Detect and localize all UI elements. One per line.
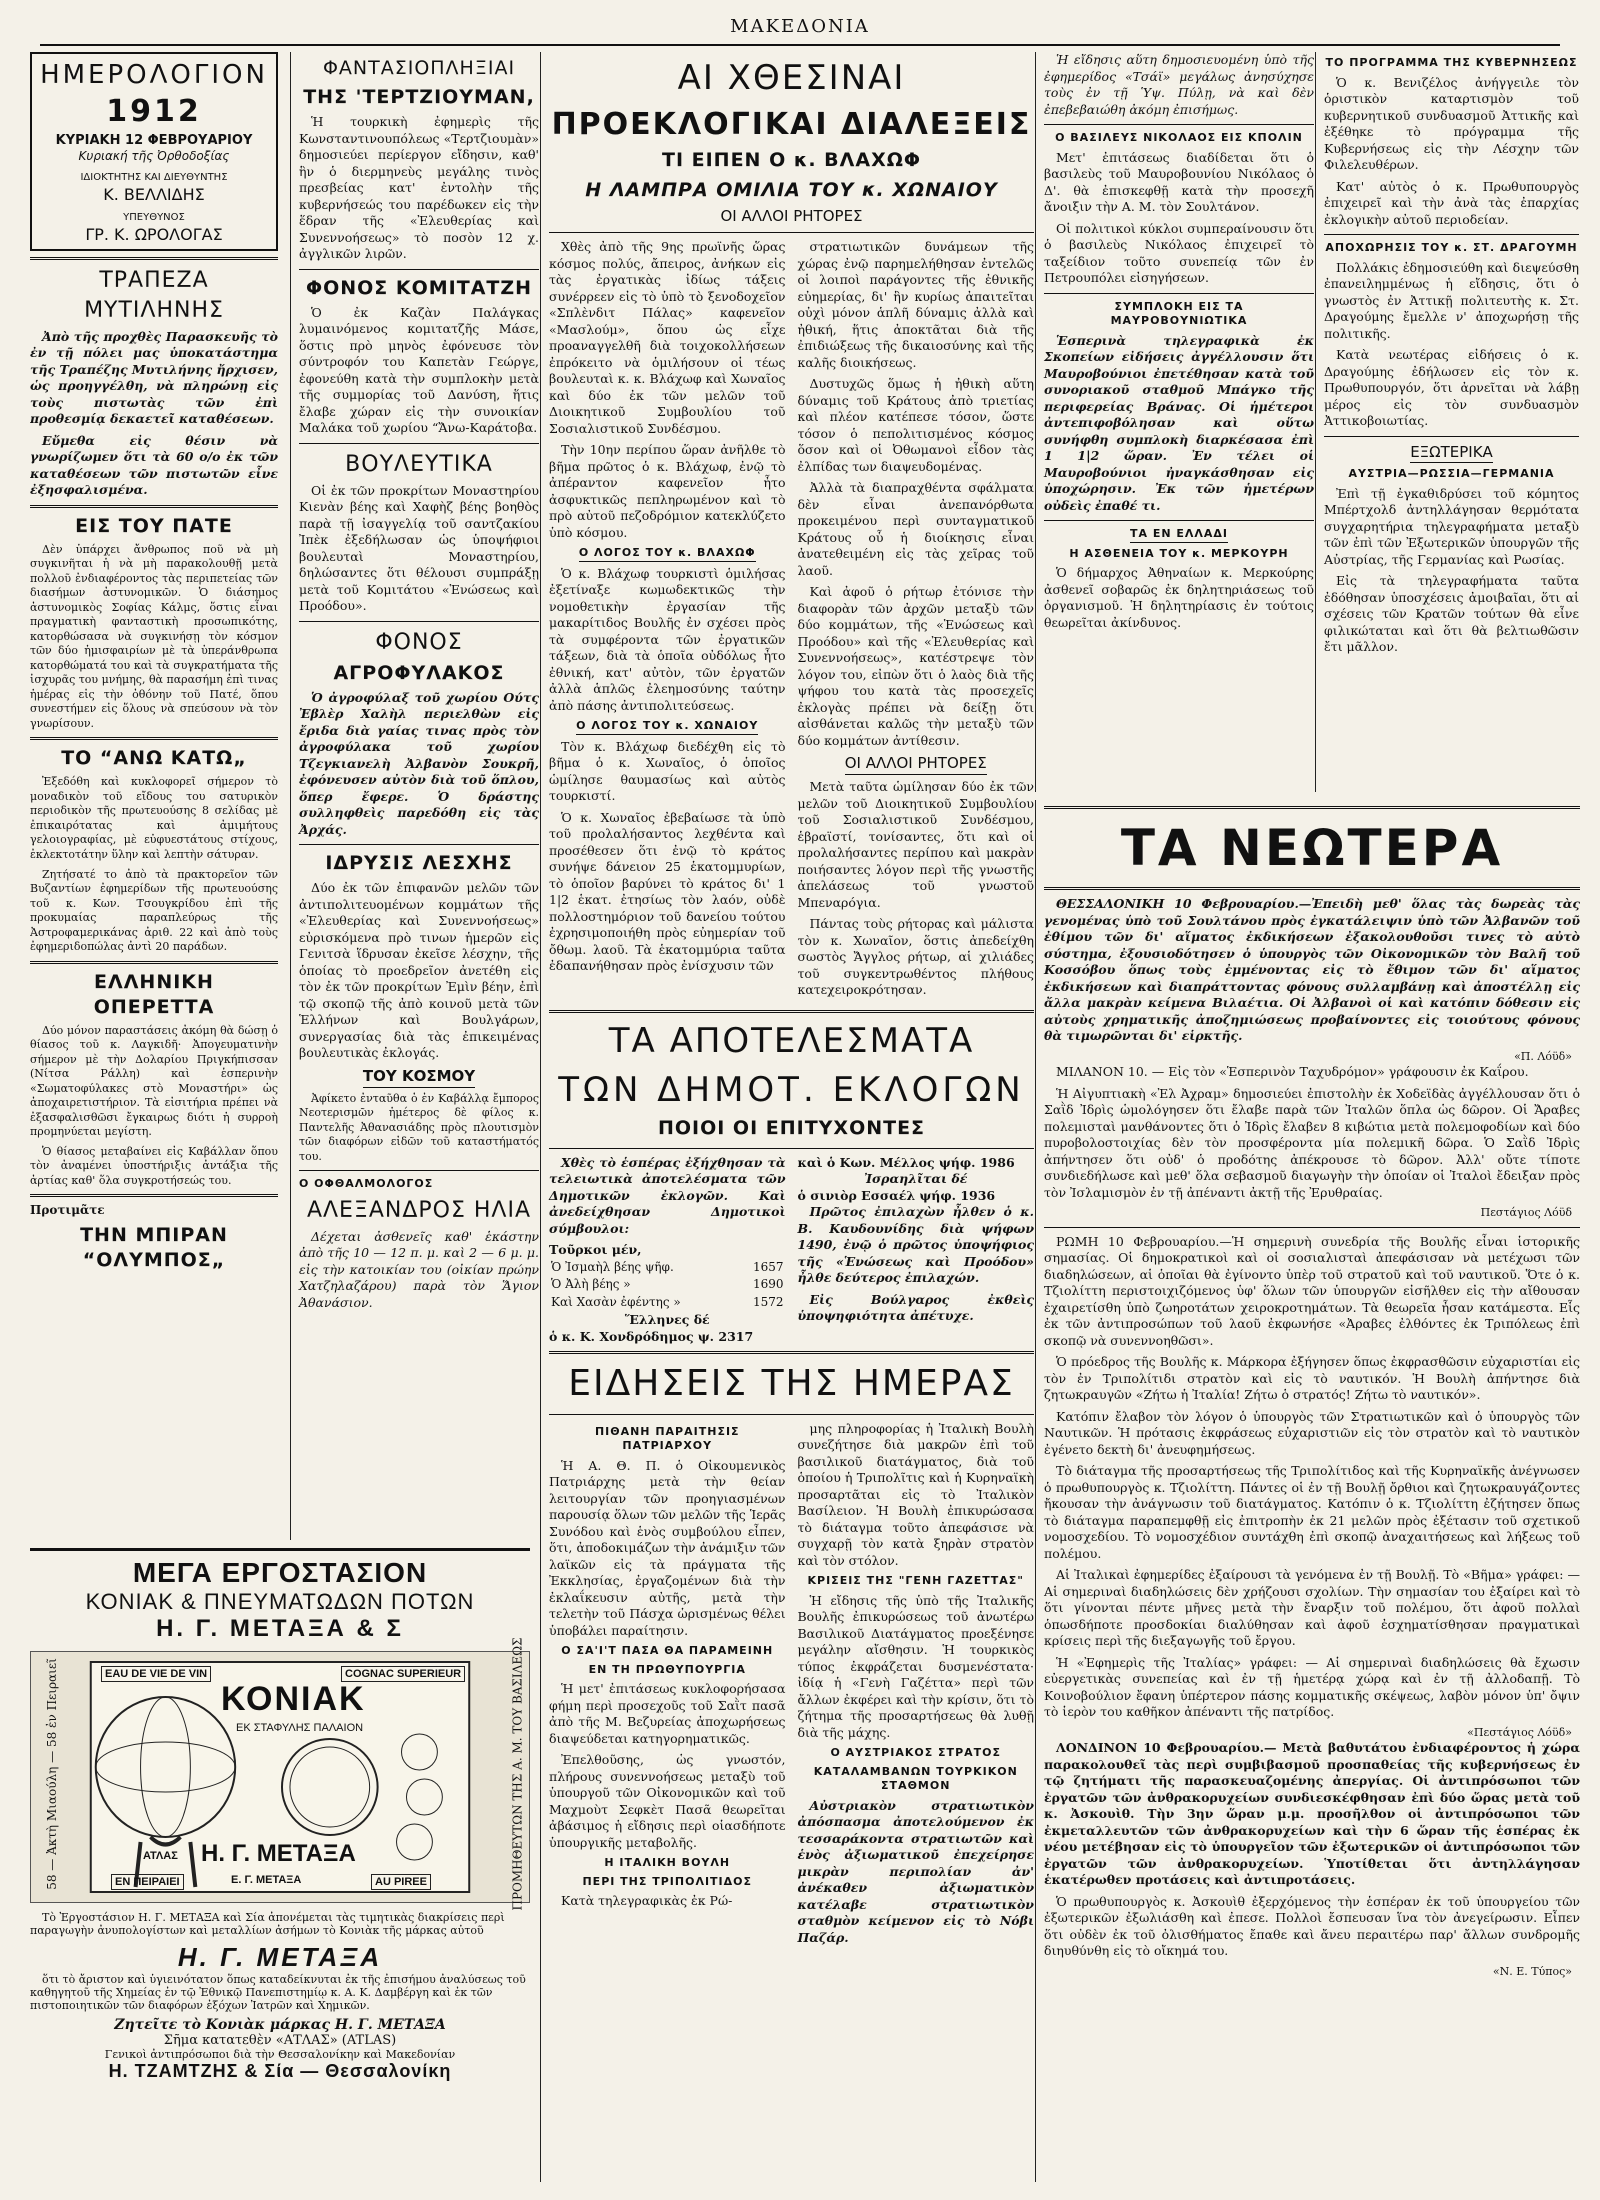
eye-doctor-name: ΑΛΕΞΑΝΔΡΟΣ ΗΛΙΑ bbox=[306, 1197, 532, 1223]
speeches-heading-4: Η ΛΑΜΠΡΑ ΟΜΙΛΙΑ ΤΟΥ κ. ΧΩΝΑΙΟΥ bbox=[585, 178, 998, 201]
masthead bbox=[40, 8, 1560, 46]
news-heading-3: Η ΙΤΑΛΙΚΗ ΒΟΥΛΗ bbox=[604, 1856, 731, 1870]
bank-text-1: Ἀπὸ τῆς προχθὲς Παρασκευῆς τὸ ἐν τῇ πόλει μας ὑποκατάστημα τῆς Τραπέζης Μυτιλήνης ἤρχισεν, ὡς προηγγέλθη, νὰ πληρώνῃ εἰς τοὺς πιστωτὰς τῶν ἐπὶ προθεσμίᾳ δεκαετεῖ καταθέσεων. bbox=[30, 328, 278, 427]
bank-text-2: Εὔμεθα εἰς θέσιν νὰ γνωρίζωμεν ὅτι τὰ 60 ο/ο ἐκ τῶν καταθέσεων τῶν πιστωτῶν εἶνε ἐξησφαλισμένα. bbox=[30, 432, 278, 498]
col5-text-4: Κατὰ νεωτέρας εἰδήσεις ὁ κ. Δραγούμης ἐδήλωσεν εἰς τὸν κ. Πρωθυπουργόν, ὅτι ἀρνεῖται νὰ λάβῃ μέρος εἰς τὸν συνδυασμὸν Ἀττικοβοιωτίας. bbox=[1324, 347, 1579, 429]
speeches-text-7: Δυστυχῶς ὅμως ἡ ἠθικὴ αὕτη δύναμις τοῦ Κράτους ἀπὸ τριετίας καὶ πλέον κατέπεσε τόσον, ὥστε τόσον ὁ πεπολιτισμένος κόσμος ὅσον καὶ οἱ Ὀθωμανοὶ εἶδον τὰς ἐλπίδας των διαψευδομένας. bbox=[797, 376, 1034, 474]
ano-kato-text-2: Ζητήσατέ το ἀπὸ τὰ πρακτορεῖον τῶν Βυζαντίων ἐφημερίδων τῆς πρωτευούσης τοῦ κ. Κων. Τσουγκρίδου ἐπὶ τῆς προκυμαίας παραπλεύρως τῆς Ἀστροφαμερικάνας ἀριθ. 22 καὶ ἀπὸ τοὺς ἐφημεριδοπώλας ἀντὶ 20 παράδων. bbox=[30, 867, 278, 954]
col4-heading-3: ΤΑ ΕΝ ΕΛΛΑΔΙ bbox=[1130, 527, 1228, 543]
speeches-heading-1: ΑΙ ΧΘΕΣΙΝΑΙ bbox=[677, 58, 906, 98]
cognac-superieur-label: COGNAC SUPERIEUR bbox=[341, 1666, 465, 1682]
latest-text-3: Ἡ Αἰγυπτιακὴ «Ἐλ Ἀχραμ» δημοσιεύει ἐπιστολὴν ἐκ Χοδεϊδὰς ἀγγέλλουσαν ὅτι ὁ Σαῒδ Ἰδρὶς ὡμολόγησεν ὅτι ἔλαβε παρὰ τῶν Ἰταλῶν ὅπλα ὡς δῶρον. Οἱ Ἄραβες πολεμισταὶ μανθάνοντες ὅτι ὁ Ἰδρὶς ἔλαβεν 8 κιβώτια μετὰ πολεμοφοδίων καὶ δύο πυροβολοστοιχίας δὲν τὸν προσφέροντα μία πολεμικῆ δῶρα. Ὁ Σαῒδ Ἰδρὶς ἀπήντησεν ὅτι οὐδ' ὁ προδότης ἀπέκρουσε τὸ δῶρον. Ἀλλ' οὔτε τίποτε συνδιεδήλωσε καὶ μεθ' ὅλα σεβασμοῦ διαγωγὴν τὴν ὁποίαν οἱ Ἰταλοὶ ἔδειξαν πρὸς τὸν Ἰσλαμισμὸν ἐν τῇ ἀπέναντι ἀκτῇ τῆς Ἐρυθραίας. bbox=[1044, 1085, 1580, 1200]
ad-title: ΜΕΓΑ ΕΡΓΟΣΤΑΣΙΟΝ bbox=[132, 1557, 428, 1588]
column-4 bbox=[1035, 52, 1314, 792]
results-heading-2: ΤΩΝ ΔΗΜΟΤ. ΕΚΛΟΓΩΝ bbox=[558, 1069, 1025, 1110]
table-row bbox=[549, 1294, 786, 1312]
speeches-text-6: στρατιωτικῶν δυνάμεων τῆς χώρας ἐνῷ παρημελήθησαν ἐντελῶς οἱ λοιποὶ παράγοντες τῆς ἐθνικῆς εὐημερίας, δι' ἣν κυρίως ἀπαιτεῖται οὐχὶ μόνον ἁπλῆ δύναμις ἀλλὰ καὶ ἠθική, ἥτις ἀποκτᾶται διὰ τῆς ἐπιδιώξεως τῆς δικαιοσύνης καὶ τῆς καλῆς διοικήσεως. bbox=[797, 239, 1034, 370]
ad-text-1: Τὸ Ἐργοστάσιον Η. Γ. ΜΕΤΑΞΑ καὶ Σία ἀπονέμεται τὰς τιμητικὰς διακρίσεις περὶ παραγωγὴν ἀνυπολογίστων καὶ μεταλλίων ἀσήμων τὸ Κονιὰκ τῆς μάρκας αὐτοῦ bbox=[30, 1911, 505, 1937]
col5-heading-3b: ΑΥΣΤΡΙΑ—ΡΩΣΣΙΑ—ΓΕΡΜΑΝΙΑ bbox=[1348, 467, 1555, 481]
latest-text-9: Ἡ «Ἐφημερὶς τῆς Ἰταλίας» γράφει: — Αἱ σημεριναὶ διαδηλώσεις θὰ ἔχωσιν εὐεργετικὰς συνεπείας καὶ ἐν τῇ ἡμετέρᾳ χώρᾳ καὶ ἐν τῇ ἀλλοδαπῇ. Τὸ Κοινοβούλιον ἔφανη ὑπέρτερον πάσης κομματικῆς σκέψεως, λαβὸν μόνον ὑπ' ὄψιν τὸ ἱερὸν του καθῆκον ἀπέναντι τῆς πατρίδος. bbox=[1044, 1654, 1580, 1720]
ad-address-vertical: 58 — Ἀκτὴ Μιαούλη — 58 ἐν Πειραιεῖ bbox=[44, 1658, 59, 1890]
ad-ask: Ζητεῖτε τὸ Κονιὰκ μάρκας Η. Γ. ΜΕΤΑΞΑ bbox=[114, 2017, 446, 2033]
results-intro: Χθὲς τὸ ἑσπέρας ἐξήχθησαν τὰ τελειωτικὰ ἀποτελέσματα τῶν Δημοτικῶν ἐκλογῶν. Καὶ ἀνεδείχθησαν Δημοτικοὶ σύμβουλοι: bbox=[549, 1154, 786, 1236]
col5-text-2: Κατ' αὐτὸς ὁ κ. Πρωθυπουργὸς ἐπιχειρεῖ καὶ τὴν ἀνὰ τὰς ἐπαρχίας ἐκλογικὴν αὐτοῦ περιοδείαν. bbox=[1324, 178, 1579, 227]
operetta-text-2: Ὁ θίασος μεταβαίνει εἰς Καβάλλαν ὅπου τὸν ἀναμένει ὑποστήριξις ἀντάξια τῆς ἀρτίας καθ' ὅλα συγκροτήσεώς του. bbox=[30, 1144, 278, 1187]
results-heading-1: ΤΑ ΑΠΟΤΕΛΕΣΜΑΤΑ bbox=[608, 1020, 975, 1061]
olympos-pre: Προτιμᾶτε bbox=[30, 1203, 105, 1218]
latest-text-10: ΛΟΝΔΙΝΟΝ 10 Φεβρουαρίου.— Μετὰ βαθυτάτου ἐνδιαφέροντος ἡ χώρα παρακολουθεῖ τὰς περὶ συμβιβασμοῦ προσπαθείας τῆς κυβερνήσεως ἐν τῷ ζητήματι τῆς παρασκευαζομένης ἀπεργίας. Οἱ ἀντιπρόσωποι τῶν ἐργατῶν τῶν ἀνθρακορυχείων συνδιεσκέφθησαν ἐπὶ δύο ὥρας μετὰ τοῦ κ. Ἀσκουὶθ. Τὴν 3ην ὥραν μ.μ. προσῆλθον οἱ ἀντιπρόσωποι τῶν ἐκμεταλλευτῶν τῶν ἀνθρακορυχείων καὶ τὴν 6 ὥραν τῆς ἑσπέρας ἐκ νέου μετέβησαν εἰς τὸ ὑπουργεῖον τῶν ἐξωτερικῶν οἱ ἀντιπρόσωποι τῶν ἐργατῶν τῶν ἀνθρακορυχείων. Ὑποτίθεται ὅτι ἀντηλλάγησαν ἑκατέρωθεν προτάσεις καὶ ἀντιπροτάσεις. bbox=[1044, 1740, 1580, 1888]
latest-text-1: ΘΕΣΣΑΛΟΝΙΚΗ 10 Φεβρουαρίου.—Ἐπειδὴ μεθ' ὅλας τὰς δωρεὰς τὰς γενομένας ὑπὸ τοῦ Σουλτάνου πρὸς ἐγκατάλειψιν ὑπὸ τῶν Ἀλβανῶν τοῦ ἐθίμου τῶν δι' αἵματος ἐκδικήσεων ἐξακολουθοῦσι τινες τὸ αὐτὸ σύστημα, ἐξουσιοδότησεν ὁ ὑπουργὸς τῶν Οἰκονομικῶν τὸν Βαλῆ τοῦ Κοσσόβου ὅπως τοὺς ἐμμένοντας εἰς τὸ ἔθιμον τῶν δι' αἵματος ἐκδικήσεων καὶ διαπράττοντας φόνους συλλαμβάνῃ καὶ ἀποστέλλῃ εἰς ἄλλα μακρὰν κείμενα Βιλαέτια. Οἱ Ἀλβανοὶ οἱ καὶ κατόπιν δόθεσιν εἰς αὐτοὺς χρηματικῆς ἀποζημιώσεως προβαίνοντες εἰς τοιούτους φόνους θὰ τιμωρῶνται δι' εἱρκτῆς. bbox=[1044, 896, 1580, 1043]
metaxa-bottom-label: Ε. Γ. ΜΕΤΑΞΑ bbox=[231, 1874, 302, 1886]
news-text-1: Ἡ Α. Θ. Π. ὁ Οἰκουμενικὸς Πατριάρχης μετὰ τὴν θείαν λειτουργίαν τῶν προηγιασμένων παρουσίᾳ ὅλων τῶν μελῶν τῆς Ἱερᾶς Συνόδου καὶ ἑνὸς συμβούλου εἶπεν, ὅτι, ἀποδοκιμάζων τὴν ἀνάμιξιν τῶν λαϊκῶν εἰς τὰ πράγματα τῆς Ἐκκλησίας, ἐργαζομένων διὰ τὴν ἐκλαΐκευσιν αὐτῆς, μετὰ τὴν τελετὴν τοῦ Πάσχα ὡρισμένως θέλει ὑποβάλει παραίτησιν. bbox=[549, 1457, 786, 1638]
responsible-label: ΥΠΕΥΘΥΝΟΣ bbox=[123, 212, 185, 224]
col5-heading-2: ΑΠΟΧΩΡΗΣΙΣ ΤΟΥ κ. ΣΤ. ΔΡΑΓΟΥΜΗ bbox=[1325, 241, 1578, 255]
latest-text-6: Κατόπιν ἔλαβον τὸν λόγον ὁ ὑπουργὸς τῶν Στρατιωτικῶν καὶ ὁ ὑπουργὸς τῶν Ναυτικῶν. Ἡ πρότασις ἐκφράσεως εὐχαριστιῶν εἰς τὸν στρατὸν καὶ τὸ ναυτικὸν ἐγένετο δεκτὴ δι' ἀνευφημήσεως. bbox=[1044, 1408, 1580, 1457]
calendar-year: 1912 bbox=[106, 94, 202, 130]
phonos-komitatzi-text: Ὁ ἐκ Καζὰν Παλάγκας λυμαινόμενος κομιτατζῆς Μάσε, ὅστις πρὸ μηνὸς ἐφόνευσε τὸν σύντροφόν του Καπετὰν Γεώργε, ἐφονεύθη κατὰ τὴν συμπλοκὴν μετὰ τῆς συμμορίας τοῦ Δανύση, ἥτις ἔλαβε χώραν εἰς τὴν συνοικίαν Μαλάκα τοῦ χωρίου “Ἄνω-Καράτοβα. bbox=[299, 304, 539, 436]
news-text-6: Ἡ εἴδησις τῆς ὑπὸ τῆς Ἰταλικῆς Βουλῆς ἐπικυρώσεως τοῦ ἀνωτέρω Βασιλικοῦ Διατάγματος προεξένησε μεγάλην αἴσθησιν. Ἡ τουρκικὸς τύπος ἐκφράζεται δυσμενέστατα· ἰδίᾳ ἡ «Γενὴ Γαζέττα» περὶ τῶν ἄλλων ἐκφέρει καὶ τὴν κρίσιν, ὅτι τὸ ζήτημα τῆς προσαρτήσεως θὰ λυθῇ διὰ τῆς μάχης. bbox=[797, 1592, 1034, 1740]
col5-text-5: Ἐπὶ τῇ ἐγκαθιδρύσει τοῦ κόμητος Μπέρτχολδ ἀντηλλάγησαν θερμότατα συγχαρητήρια τηλεγραφήματα μεταξὺ τῶν ἐπὶ τῶν Ἐξωτερικῶν ὑπουργῶν τῆς Αὐστρίας, τῆς Γερμανίας καὶ Ρωσίας. bbox=[1324, 485, 1579, 567]
candidate-name: Ὁ Ἀλὴ βέης » bbox=[551, 1277, 631, 1292]
latest-text-8: Αἱ Ἰταλικαὶ ἐφημερίδες ἐξαίρουσι τὰ γενόμενα ἐν τῇ Βουλῇ. Τὸ «Βῆμα» γράφει: — Αἱ σημεριναὶ διαδηλώσεις δὲν χρήζουσι σχολίων. Τὴν σημασίαν του ἐξαίρει καὶ τὸ ὅτι γίνονται πέντε μῆνες μετὰ τὴν ἔναρξιν τοῦ πολέμου, ὅτι ἀφοῦ πολλαὶ ὁπωσδήποτε προσδοκίαι διαλύθησαν καὶ ἀφοῦ ἐσχηματίσθησαν πραγματικαὶ κρίσεις περὶ τῆς διεξαγωγῆς τοῦ ἔργου. bbox=[1044, 1567, 1580, 1649]
table-row bbox=[549, 1259, 786, 1277]
owner-label: ΙΔΙΟΚΤΗΤΗΣ ΚΑΙ ΔΙΕΥΘΥΝΤΗΣ bbox=[80, 171, 228, 183]
kosmos-text: Ἀφίκετο ἐνταῦθα ὁ ἐν Καβάλλᾳ ἔμπορος Νεοτερισμῶν ἡμέτερος δὲ φίλος κ. Παντελῆς Ἀθανασιάδης πρὸς πλουτισμὸν τῶν διαφόρων εἰδῶν τοῦ καταστήματός του. bbox=[299, 1091, 539, 1163]
news-heading-5b: ΚΑΤΑΛΑΜΒΑΝΩΝ ΤΟΥΡΚΙΚΟΝ ΣΤΑΘΜΟΝ bbox=[813, 1764, 1018, 1793]
news-heading-3b: ΠΕΡΙ ΤΗΣ ΤΡΙΠΟΛΙΤΙΔΟΣ bbox=[582, 1874, 753, 1888]
col4-text-4: Ὁ δήμαρχος Ἀθηναίων κ. Μερκούρης ἀσθενεῖ σοβαρῶς ἐκ δηλητηριάσεως τοῦ ὀργανισμοῦ. Ἡ δηλητηρίασις ἐν τούτοις θεωρεῖται ἀκίνδυνος. bbox=[1044, 565, 1314, 630]
speeches-text-8: Ἀλλὰ τὰ διαπραχθέντα σφάλματα δὲν εἶναι ἀνεπανόρθωτα προκειμένου περὶ συνταγματικοῦ Κράτους οὗ ἡ διοίκησις εἶναι ἀνατεθειμένη εἰς τὰς χεῖρας τοῦ λαοῦ. bbox=[797, 480, 1034, 578]
news-text-4: Κατὰ τηλεγραφικὰς ἐκ Ρώ- bbox=[561, 1893, 733, 1909]
news-heading: ΕΙΔΗΣΕΙΣ ΤΗΣ ΗΜΕΡΑΣ bbox=[568, 1363, 1015, 1405]
ad-company: Η. Γ. ΜΕΤΑΞΑ & Σ bbox=[156, 1615, 404, 1642]
ad-subtitle: ΚΟΝΙΑΚ & ΠΝΕΥΜΑΤΩΔΩΝ ΠΟΤΩΝ bbox=[85, 1589, 475, 1614]
ad-agent-name: Η. ΤΖΑΜΤΖΗΣ & Σία — Θεσσαλονίκη bbox=[108, 2061, 452, 2081]
candidate-votes: 1657 bbox=[752, 1259, 784, 1274]
speeches-heading-3: ΤΙ ΕΙΠΕΝ Ο κ. ΒΛΑΧΩΦ bbox=[661, 149, 922, 172]
phonos-agrofylakos-heading-1: ΦΟΝΟΣ bbox=[375, 629, 463, 655]
ad-company-2: Η. Γ. ΜΕΤΑΞΑ bbox=[177, 1942, 383, 1972]
konyak-brand: ΚΟΝΙΑΚ bbox=[221, 1680, 366, 1718]
speeches-text-10: Μετὰ ταῦτα ὡμίλησαν δύο ἐκ τῶν μελῶν τοῦ Διοικητικοῦ Συμβουλίου τοῦ Σοσιαλιστικοῦ Συνδέσμου, ἑβραϊστί, τονίσαντες, ὅτι καὶ οἱ προλαλήσαντες περίπου καὶ μακρὰν ποιήσαντες λόγον περὶ τῆς γνωστῆς ἀπελάσεως τοῦ γνωστοῦ Μπεναρόγια. bbox=[797, 779, 1034, 910]
results-heading-3: ΠΟΙΟΙ ΟΙ ΕΠΙΤΥΧΟΝΤΕΣ bbox=[657, 1117, 926, 1140]
news-heading-2: Ο ΣΑ'Ι'Τ ΠΑΣΑ ΘΑ ΠΑΡΑΜΕΙΝΗ bbox=[561, 1644, 774, 1658]
col4-heading-2: ΣΥΜΠΛΟΚΗ ΕΙΣ ΤΑ ΜΑΥΡΟΒΟΥΝΙΩΤΙΚΑ bbox=[1110, 299, 1248, 328]
news-heading-4: ΚΡΙΣΕΙΣ ΤΗΣ "ΓΕΝΗ ΓΑΖΕΤΤΑΣ" bbox=[807, 1574, 1024, 1588]
results-right-5: Εἰς Βούλγαρος ἐκθεὶς ὑποψηφιότητα ἀπέτυχε. bbox=[797, 1291, 1034, 1324]
signature-3: «Πεστάγιος Λόϋδ» bbox=[1467, 1725, 1572, 1739]
results-group-greeks: Ἕλληνες δέ bbox=[624, 1312, 710, 1328]
col4-text-1: Μετ' ἐπιτάσεως διαδίδεται ὅτι ὁ βασιλεὺς τοῦ Μαυροβουνίου Νικόλαος ὁ Δ'. θὰ ἐπισκεφθῇ κατὰ τὴν προσεχῆ ἄνοιξιν τὴν Α. Μ. τὸν Σουλτάνον. bbox=[1044, 149, 1314, 215]
vlaxof-heading: Ο ΛΟΓΟΣ ΤΟΥ κ. ΒΛΑΧΩΦ bbox=[579, 546, 756, 562]
col5-text-6: Εἰς τὰ τηλεγραφήματα ταῦτα ἐδόθησαν ὑποσχέσεις ἀμοιβαῖαι, ὅτι αἱ σχέσεις τῶν Κρατῶν τούτων θὰ εἶνε φιλικώταται καὶ ὅτι θὰ βελτιωθῶσιν ἔτι μᾶλλον. bbox=[1324, 573, 1579, 655]
candidate-votes: 1690 bbox=[752, 1277, 784, 1292]
news-text-3: Ἐπελθοῦσης, ὡς γνωστόν, πλήρους συνεννοήσεως μεταξὺ τοῦ ὑπουργοῦ τῶν Οἰκονομικῶν καὶ τοῦ Μαχμοὺτ Σεφκὲτ Πασᾶ θεωρεῖται ἀβάσιμος ἡ εἴδησις περὶ οἱασδήποτε ὑπουργικῆς μεταβολῆς. bbox=[549, 1752, 786, 1850]
bank-heading: ΤΡΑΠΕΖΑ ΜΥΤΙΛΗΝΗΣ bbox=[84, 268, 224, 323]
candidate-name: Καὶ Χασὰν ἐφέντης » bbox=[551, 1295, 681, 1310]
pate-text: Δὲν ὑπάρχει ἄνθρωπος ποῦ νὰ μὴ συγκινῆται ἡ νὰ μὴ παρακολουθῇ μετὰ πολλοῦ ἐνδιαφέροντος τὰς περιπετείας τῶν διασήμων ἀστυνομικῶν. Ὁ διάσημος ἀστυνομικὸς Σοφίας Κάλμς, ὅστις εἶναι πραγματικὴ φανταστικὴ προσωπικότης, κατορθώσασα νὰ συγκινήσῃ τὸν κόσμον τῶν δύο ἡμισφαιρίων μὲ τὰ ὑπεράνθρωπα κατορθώματά του καὶ τὰ συγκρατήματα τῆς ἰσχυρᾶς του μνήμης, θὰ παρασήμη ἐπὶ τινας ἡμέρας εἰς τὴν ὀθόνην τοῦ Πατέ, ὅπου συνεστήμεν εἰς ὅλους νὰ σπεύσουν νὰ τὸν γνωρίσουν. bbox=[30, 542, 278, 730]
ad-mark: Σῆμα κατατεθὲν «ΑΤΛΑΣ» (ATLAS) bbox=[163, 2033, 397, 2048]
results-greek-candidate: ὁ κ. Κ. Χονδρόδημος ψ. 2317 bbox=[549, 1328, 754, 1344]
speeches-text-9: Καὶ ἀφοῦ ὁ ρήτωρ ἐτόνισε τὴν διαφορὰν τῶν ἀρχῶν μεταξὺ τῶν δύο κομμάτων, τῆς «Ἑνώσεως καὶ Προόδου» καὶ τῆς «Ἐλευθερίας καὶ Συνεννοήσεως», κατέστρεψε τὸν λόγον του, εἰπὼν ὅτι ὁ λαὸς διὰ τῆς ψήφου του κατὰ τὰς προσεχεῖς ἐκλογὰς πρέπει νὰ δείξῃ ὅτι αἰσθάνεται καλῶς τὴν μεταξὺ τῶν δύο κομμάτων ἀντίθεσιν. bbox=[797, 584, 1034, 748]
pate-heading: ΕΙΣ ΤΟΥ ΠΑΤΕ bbox=[75, 514, 233, 537]
results-table bbox=[549, 1259, 786, 1312]
latest-text-2: ΜΙΛΑΝΟΝ 10. — Εἰς τὸν «Ἑσπερινὸν Ταχυδρόμον» γράφουσιν ἐκ Καΐρου. bbox=[1056, 1064, 1529, 1080]
news-text-7: Αὐστριακὸν στρατιωτικὸν ἀπόσπασμα ἀποτελούμενον ἐκ τεσσαράκοντα στρατιωτῶν καὶ ἑνὸς ἀξιωματικοῦ ἐπεχείρησε μικρὰν περιπολίαν ἀν' ἀνέκαθεν ἀξιωματικὸν κατέλαβε στρατιωτικὸν σταθμὸν κείμενον εἰς τὸ Νόβι Παζάρ. bbox=[797, 1797, 1034, 1945]
phonos-komitatzi-heading: ΦΟΝΟΣ ΚΟΜΙΤΑΤΖΗ bbox=[305, 276, 533, 299]
speeches-text-5: Ὁ κ. Χωναῖος ἐβεβαίωσε τὰ ὑπὸ τοῦ προλαλήσαντος λεχθέντα καὶ προσέθεσεν ὅτι ἐνῷ τὸ κράτος συνήψε δάνειον 25 ἑκατομμυρίων, τὸ ὁποῖον βαρύνει τὸ κράτος δι' 1 1|2 ἑκατ. ἐτησίως τὸν λαόν, οὐδὲ πολλοστημόριον τοῦ δανείου τούτου ἐχρησιμοποιήθη πρὸς εὐημερίαν τοῦ ὄθωμ. λαοῦ. Τὰ ἑκατομμύρια ταῦτα ἐδαπανήθησαν πρὸς ἐνίσχυσιν τῶν bbox=[549, 809, 786, 974]
phonos-agrofylakos-heading-2: ΑΓΡΟΦΥΛΑΚΟΣ bbox=[333, 661, 505, 684]
results-right-2: Ἰσραηλῖται δέ bbox=[864, 1171, 968, 1187]
latest-text-7: Τὸ διάταγμα τῆς προσαρτήσεως τῆς Τριπολίτιδος καὶ τῆς Κυρηναϊκῆς ἀνέγνωσεν ὁ πρωθυπουργὸς κ. Τζιολίττη. Πάντες οἱ ἐν τῇ Βουλῇ ὄρθιοι καὶ ζητωκραυγάζοντες ἤκουσαν τὴν ἀνάγνωσιν τοῦ διατάγματος. Κατόπιν ὁ κ. Τζιολίττη ἐζήτησεν ὅπως τὸ διάταγμα παραπεμφθῇ εἰς ἐπιτροπὴν ἐκ 21 μελῶν πρὸς ἐξέτασιν τοῦ σχετικοῦ νομοσχεδίου. Τὸ νομοσχέδιον συντάχθη ἐπὶ σκοπῷ ἀναχαιτήσεως καὶ λήξεως τοῦ πολέμου. bbox=[1044, 1463, 1580, 1561]
speeches-text-4: Τὸν κ. Βλάχωφ διεδέχθη εἰς τὸ βῆμα ὁ κ. Χωναῖος, ὁ ὁποῖος ὡμίλησε θαυμασίως καὶ αὐτὸς τουρκιστί. bbox=[549, 738, 786, 804]
col4-text-2: Οἱ πολιτικοὶ κύκλοι συμπεραίνουσιν ὅτι ὁ βασιλεὺς Νικόλαος ἐπιχειρεῖ τὸ ταξείδιον τοῦτο συνεπείᾳ τῶν ἐν Πετρουπόλει εἰσηγήσεων. bbox=[1044, 220, 1314, 286]
col4-text-0: Ἡ εἴδησις αὕτη δημοσιευομένη ὑπὸ τῆς ἐφημερίδος «Τσάϊ» μεγάλως ἀνησύχησε τοὺς ἐν τῇ Ὑψ. Πύλῃ, νὰ καὶ δὲν ἐπεβεβαιώθη ἀκόμη ἐπισήμως. bbox=[1044, 52, 1314, 117]
ad-supplier-vertical: ΠΡΟΜΗΘΕΥΤΩΝ ΤΗΣ Α. Μ. ΤΟΥ ΒΑΣΙΛΕΩΣ bbox=[510, 1637, 525, 1911]
signature-4: «Ν. Ε. Τύπος» bbox=[1492, 1964, 1572, 1978]
news-text-2: Ἡ μετ' ἐπιτάσεως κυκλοφορήσασα φήμη περὶ προσεχοῦς τοῦ Σαῒτ πασᾶ ἀπὸ τῆς Μ. Βεζυρείας ἀποχωρήσεως διαψεύδεται κατηγορηματικῶς. bbox=[549, 1681, 786, 1746]
speeches-text-3: Ὁ κ. Βλάχωφ τουρκιστὶ ὁμιλήσας ἐξετίναξε κωμωδεκτικῶς τὴν νομοθετικὴν ἐργασίαν τῆς μακαρίτιδος Βουλῆς ἐν σχέσει πρὸς τὰ συμφέροντα τῶν ἐργατικῶν τάξεων, διὰ τὰ ὁποῖα οὐδόλως ἦτο ἐθνική, κατ' αὐτὸν, τῶν ἐργατῶν ἀλλὰ ἁπλῶς ἐλεημοσύνης ταύτην ἀπὸ πάσης ἀντιπολιτεύσεως. bbox=[549, 565, 786, 713]
tertz-heading-2: ΤΗΣ 'ΤΕΡΤΖΙΟΥΜΑΝ, bbox=[303, 86, 535, 109]
lesxi-text: Δύο ἐκ τῶν ἐπιφανῶν μελῶν τῶν ἀντιπολιτευομένων κομμάτων τῆς «Ἐλευθερίας καὶ Συνεννοήσεως» εὐρισκόμενα πρὸ τινων ἡμερῶν εἰς Γενιτσὰ ἵδρυσαν ἐκεῖσε λέσχην, τῆς ὁποίας τὸ προεδρεῖον ἀνετέθη εἰς τὸν ἐκ τῶν προκρίτων Ἐμὶν βέην, ἐπὶ τῷ σκοπῷ τῆς ἀπὸ κοινοῦ μετὰ τῶν Ἑλλήνων καὶ Βουλγάρων, συνεργασίας διὰ τὰς ἐπικειμένας βουλευτικὰς ἐκλογάς. bbox=[299, 880, 539, 1061]
tertz-heading-1: ΦΑΝΤΑΣΙΟΠΛΗΞΙΑΙ bbox=[322, 57, 516, 79]
olympos-ad: ΤΗΝ ΜΠΙΡΑΝ “ΟΛΥΜΠΟΣ„ bbox=[80, 1224, 228, 1272]
kosmos-heading: ΤΟΥ ΚΟΣΜΟΥ bbox=[363, 1067, 475, 1088]
speeches-heading-2: ΠΡΟΕΚΛΟΓΙΚΑΙ ΔΙΑΛΕΞΕΙΣ bbox=[551, 106, 1032, 142]
table-row bbox=[549, 1276, 786, 1294]
news-heading-1: ΠΙΘΑΝΗ ΠΑΡΑΙΤΗΣΙΣ ΠΑΤΡΙΑΡΧΟΥ bbox=[594, 1424, 740, 1453]
lesxi-heading: ΙΔΡΥΣΙΣ ΛΕΣΧΗΣ bbox=[325, 852, 513, 875]
atlas-label: ΑΤΛΑΣ bbox=[143, 1850, 178, 1862]
col5-text-3: Πολλάκις ἐδημοσιεύθη καὶ διεψεύσθη ἐπανειλημμένως ἡ εἴδησις, ὅτι ὁ γνωστὸς ἐν Ἀττικῇ πολιτευτὴς κ. Στ. Δραγούμης ἔμελλε ν' ἀποχωρήσῃ τῆς πολιτικῆς. bbox=[1324, 259, 1579, 341]
news-heading-2b: ΕΝ ΤΗ ΠΡΩΘΥΠΟΥΡΓΙΑ bbox=[588, 1662, 746, 1676]
col5-heading-3: ΕΞΩΤΕΡΙΚΑ bbox=[1410, 443, 1493, 464]
speeches-text-11: Πάντας τοὺς ρήτορας καὶ μάλιστα τὸν κ. Χωναῖον, ὅστις ἀπεδείχθη σωστὸς Ἄγγλος ρήτωρ, αἱ χιλιάδες τοῦ συγκεντρωθέντος πλήθους κατεχειροκρότησαν. bbox=[797, 916, 1034, 998]
speeches-text-2: Τὴν 10ην περίπου ὥραν ἀνῆλθε τὸ βῆμα πρῶτος ὁ κ. Βλάχωφ, ἐνῷ τὸ ἀπέραντον καφενεῖον ἦτο ἀσφυκτικῶς πεπληρωμένον καὶ τὸ πρὸ αὐτοῦ πεζοδρόμιον κατεκλύζετο ὑπὸ κόσμου. bbox=[549, 442, 786, 540]
owner-name: Κ. ΒΕΛΛΙΔΗΣ bbox=[103, 185, 205, 205]
candidate-votes: 1572 bbox=[752, 1295, 784, 1310]
ano-kato-text-1: Ἐξεδόθη καὶ κυκλοφορεῖ σήμερον τὸ μοναδικὸν τοῦ εἴδους του σατυρικὸν περιοδικὸν τῆς πρωτευούσης 8 σελίδας μὲ ἐπικαιρότατας καὶ ἀμιμήτους γελοιογραφίας, μὲ εὐφυεστάτους στίχους, ἐκλεκτοτάτην ὕλην καὶ λεπτὴν σάτυραν. bbox=[30, 775, 278, 861]
results-right-4: Πρῶτος ἐπιλαχὼν ἦλθεν ὁ κ. Β. Καυδουνίδης διὰ ψήφων 1490, ἐνῷ ὁ πρῶτος ὑποψήφιος τῆς «Ἑνώσεως καὶ Προόδου» ἦλθε δεύτερος ἐπιλαχών. bbox=[797, 1204, 1034, 1286]
metaxa-label-name: Η. Γ. ΜΕΤΑΞΑ bbox=[201, 1840, 356, 1867]
eye-doctor-text: Δέχεται ἀσθενεῖς καθ' ἑκάστην ἀπὸ τῆς 10 — 12 π. μ. καὶ 2 — 6 μ. μ. εἰς τὴν κατοικίαν του (οἰκίαν πρώην Χατζηλαζάρου) παρὰ τὸν Ἅγιον Ἀθανάσιον. bbox=[299, 1228, 539, 1310]
alloi-heading: ΟΙ ΑΛΛΟΙ ΡΗΤΟΡΕΣ bbox=[845, 754, 987, 775]
news-text-5: μης πληροφορίας ἡ Ἰταλικὴ Βουλὴ συνεζήτησε διὰ μακρῶν ἐπὶ τοῦ βασιλικοῦ διατάγματος, διὰ τοῦ ὁποίου ἡ Τριπολῖτις καὶ ἡ Κυρηναϊκὴ προσαρτᾶται εἰς τὸ Ἰταλικὸν Βασίλειον. Ἡ Βουλὴ ἐπικυρώσασα τὸ διάταγμα τοῦτο ἀπεφάσισε νὰ συγχαρῇ τὸν κατὰ ξηρὰν στρατὸν καὶ τὸν στόλον. bbox=[797, 1420, 1034, 1568]
col4-heading-1: Ο ΒΑΣΙΛΕΥΣ ΝΙΚΟΛΑΟΣ ΕΙΣ ΚΠΟΛΙΝ bbox=[1055, 131, 1303, 144]
operetta-text-1: Δύο μόνον παραστάσεις ἀκόμη θὰ δώσῃ ὁ θίασος τοῦ κ. Λαγκιδῆ· Ἀπογευματινὴν σήμερον μὲ τὴν Δολαρίου Πριγκήπισσαν (Νίτσα Ράλλη) καὶ ἑσπερινὴν «Σωματοφύλακες στὸ Μοναστήρι» ὡς ἀποχαιρετιστήριον. Τὰ εἰσιτήρια πρέπει νὰ ἐξασφαλισθῶσι ἔγκαιρως διότι ἡ συρροὴ προμηνύεται μεγίστη. bbox=[30, 1023, 278, 1139]
col5-heading-1: ΤΟ ΠΡΟΓΡΑΜΜΑ ΤΗΣ ΚΥΒΕΡΝΗΣΕΩΣ bbox=[1325, 56, 1578, 69]
ad-text-2: ὅτι τὸ ἄριστον καὶ ὑγιεινότατον ὅπως καταδείκνυται ἐκ τῆς ἐπισήμου ἀναλύσεως τοῦ καθηγητοῦ τῆς Χημείας ἐν τῷ Ἐθνικῷ Πανεπιστημίῳ κ. Α. Κ. Δαμβέργη καὶ ἐκ τῶν πιστοποιητικῶν τῶν διαφόρων ἐξόχων Ἰατρῶν καὶ Χημικῶν. bbox=[30, 1973, 526, 2012]
xonaios-heading: Ο ΛΟΓΟΣ ΤΟΥ κ. ΧΩΝΑΙΟΥ bbox=[576, 719, 758, 735]
responsible-name: ΓΡ. Κ. ΩΡΟΛΟΓΑΣ bbox=[85, 225, 223, 245]
col4-text-3: Ἑσπερινὰ τηλεγραφικὰ ἐκ Σκοπείων εἰδήσεις ἀγγέλλουσιν ὅτι Μαυροβούνιοι ἐπετέθησαν κατὰ τοῦ συνοριακοῦ σταθμοῦ Μπάγκο τῆς περιφερείας Βράνας. Οἱ ἡμέτεροι ἀντεπιφοβόλησαν καὶ οὕτω συνήφθη συμπλοκὴ διαρκέσασα ἐπὶ 1 1|2 ὥραν. Ἐν τέλει οἱ Μαυροβούνιοι ἠναγκάσθησαν εἰς ὑποχώρησιν. Ἐκ τῶν ἡμετέρων οὐδεὶς ἐπαθέ τι. bbox=[1044, 332, 1314, 513]
results-right-1: καὶ ὁ Κων. Μέλλος ψήφ. 1986 bbox=[797, 1154, 1015, 1170]
column-5 bbox=[1315, 52, 1579, 792]
calendar-date: ΚΥΡΙΑΚΗ 12 ΦΕΒΡΟΥΑΡΙΟΥ bbox=[55, 132, 253, 148]
phonos-agrofylakos-text: Ὁ ἀγροφύλαξ τοῦ χωρίου Ούτς Ἐβλὲρ Χαλὴλ περιελθὼν εἰς ἔριδα διὰ γαίας τινας πρὸς τὸν ἀγροφύλακα τοῦ χωρίου Τζεγκιανελὴ Ἀλβανὸν Σουκρῆ, ἐφόνευσεν αὐτὸν διὰ τοῦ ὅπλου, ὅπερ ἔφερε. Ὁ δράστης συλληφθεὶς παρεδόθη εἰς τὰς Ἀρχάς. bbox=[299, 689, 539, 837]
column-3 bbox=[540, 52, 1034, 2182]
operetta-heading: ΕΛΛΗΝΙΚΗ ΟΠΕΡΕΤΤΑ bbox=[93, 970, 215, 1018]
results-group-turks: Τοῦρκοι μέν, bbox=[549, 1242, 642, 1258]
results-right-3: ὁ σινιὸρ Εσσαέλ ψήφ. 1936 bbox=[797, 1187, 996, 1203]
newspaper-name: ΜΑΚΕΔΟΝΙΑ bbox=[730, 16, 870, 37]
vouleutika-text: Οἱ ἐκ τῶν προκρίτων Μοναστηρίου Κιενὰν βέης καὶ Χαφὴζ βέης βοηθὸς παρὰ τῇ ἰσαγγελίᾳ τοῦ σαντζακίου Ἰπὲκ ἐξεδήλωσαν ὡς ὑποψήφιοι βουλευταὶ Μοναστηρίου, δηλώσαντες ὅτι θέλουσι συμπράξῃ μετὰ τοῦ Κομιτάτου «Ἑνώσεως καὶ Προόδου». bbox=[299, 482, 539, 614]
calendar-box bbox=[30, 52, 278, 251]
latest-news-heading: ΤΑ ΝΕΩΤΕΡΑ bbox=[1120, 819, 1504, 877]
ano-kato-heading: ΤΟ “ΑΝΩ ΚΑΤΩ„ bbox=[61, 747, 247, 770]
col5-text-1: Ὁ κ. Βενιζέλος ἀνήγγειλε τὸν ὁριστικὸν καταρτισμὸν τοῦ κυβερνητικοῦ συνδυασμοῦ Ἀττικῆς καὶ ἐξέθηκε τὸ πρόγραμμα τῆς Κυβερνήσεως εἰς τὴν Λέσχην τῶν Φιλελευθέρων. bbox=[1324, 74, 1579, 173]
latest-text-4: ΡΩΜΗ 10 Φεβρουαρίου.—Ἡ σημερινὴ συνεδρία τῆς Βουλῆς εἶναι ἱστορικῆς σημασίας. Οἱ δημοκρατικοὶ καὶ οἱ σοσιαλισταὶ ἀπεφάσισαν νὰ μετέχωσι τῶν διαδηλώσεων, αἱ ὁποῖαι θὰ ἐγίνοντο ὑπὲρ τοῦ στρατοῦ καὶ τοῦ ναυτικοῦ. Ὅτε ὁ κ. Τζιολίττη περιστοιχιζόμενος ὑφ' ὅλων τῶν ὑπουργῶν εἰσῆλθεν εἰς τὴν αἴθουσαν ἐχαιρετίσθη ὑπὸ ζωηροτάτων χειροκροτημάτων. Τὰ θεωρεῖα ἦσαν κατάμεστα. Εἷς ἐκ τῶν ἀντιπροσώπων τοῦ λαοῦ ἐκφωνήσε «Ἀραβες ἐλθόντες ἐκ Τριπόλεως ἐπὶ σκοπῷ νὰ συνεννοηθῶσι». bbox=[1044, 1233, 1580, 1348]
eau-de-vie-label: EAU DE VIE DE VIN bbox=[101, 1666, 211, 1682]
au-piree-label: AU PIREE bbox=[371, 1874, 431, 1890]
calendar-feast: Κυριακή τῆς Ὀρθοδοξίας bbox=[78, 149, 230, 164]
news-heading-5: Ο ΑΥΣΤΡΙΑΚΟΣ ΣΤΡΑΤΟΣ bbox=[830, 1746, 1002, 1760]
latest-text-5: Ὁ πρόεδρος τῆς Βουλῆς κ. Μάρκορα ἐξήγησεν ὅπως ἐκφρασθῶσιν εὐχαριστίαι εἰς τὸν ἐν Τριπολίτιδι στρατὸν καὶ εἰς τὸ ναυτικόν. Ἡ Βουλὴ ἀπήντησε διὰ ζητωκραυγῶν «Ζήτω ἡ Ἰταλία! Ζήτω ὁ στρατός! Ζήτω τὸ ναυτικόν». bbox=[1044, 1354, 1580, 1403]
signature-2: Πεστάγιος Λόϋδ bbox=[1480, 1206, 1572, 1220]
signature-1: «Π. Λόϋδ» bbox=[1514, 1049, 1572, 1063]
calendar-title: ΗΜΕΡΟΛΟΓΙΟΝ bbox=[40, 60, 268, 90]
eye-doctor-label: Ο ΟΦΘΑΛΜΟΛΟΓΟΣ bbox=[299, 1177, 434, 1191]
col4-heading-3b: Η ΑΣΘΕΝΕΙΑ ΤΟΥ κ. ΜΕΡΚΟΥΡΗ bbox=[1069, 546, 1289, 560]
latest-text-11: Ὁ πρωθυπουργὸς κ. Ἀσκουὶθ ἐξερχόμενος τὴν ἑσπέραν ἐκ τοῦ ὑπουργείου τῶν ἐξωτερικῶν ἐξωλιάσθη καὶ ἐπεσε. Πολλοὶ ἔσπευσαν ἵνα τὸν ἀνεγείρωσιν. Εἶπεν ὅτι οὐδὲν ἐκ τοῦ ὀλισθήματος ἔπαθε καὶ ἄνευ περαιτέρω παρ' ἄλλων συνδρομῆς διηυθύνθη εἰς τὸ οἴκημά του. bbox=[1044, 1893, 1580, 1959]
speeches-heading-5: ΟΙ ΑΛΛΟΙ ΡΗΤΟΡΕΣ bbox=[720, 206, 863, 225]
ad-agent-label: Γενικοὶ ἀντιπρόσωποι διὰ τὴν Θεσσαλονίκην καὶ Μακεδονίαν bbox=[104, 2048, 456, 2061]
latest-news-section bbox=[1035, 800, 1580, 2182]
tertz-text: Ἡ τουρκικὴ ἐφημερὶς τῆς Κωνσταντινουπόλεως «Τερτζιουμὰν» δημοσιεύει περίεργον εἴδησιν, καθ' ἣν ὁ διερμηνεὺς μεγάλης τινὸς πρεσβείας κατ' ἐντολὴν τῆς κυβερνήσεώς του παρέδωκεν εἰς τὴν ἕδραν τῆς «Ἐλευθερίας καὶ Συνεννοήσεως» τὸ ποσὸν 12 χ. ἀγγλικῶν λιρῶν. bbox=[299, 114, 539, 262]
konyak-subtitle: ΕΚ ΣΤΑΦΥΛΗΣ ΠΑΛΑΙΟΝ bbox=[236, 1722, 364, 1734]
en-peiraiei-label: ΕΝ ΠΕΙΡΑΙΕΙ bbox=[111, 1874, 184, 1890]
speeches-text-1: Χθὲς ἀπὸ τῆς 9ης πρωϊνῆς ὥρας κόσμος πολύς, ἄπειρος, ἀνήκων εἰς τὰς ἐργατικὰς ἰδίως τάξεις συνέρρεεν εἰς τὸ ὑπὸ τὸ ξενοδοχεῖον «Σπλὲνδιτ Πάλας» καφενεῖον «Μασλούμ», ὅπου ὡς εἶχε προαναγγελθῆ διὰ τοιχοκολλήσεων ἐπρόκειτο νὰ ὁμιλήσουν οἱ τέως βουλευταὶ κ. κ. Βλάχωφ καὶ Χωναῖος καὶ δύο ἐκ τῶν μελῶν τοῦ Διοικητικοῦ Συμβουλίου τοῦ Σοσιαλιστικοῦ Συνδέσμου. bbox=[549, 239, 786, 436]
cognac-label-illustration bbox=[30, 1637, 530, 1911]
candidate-name: Ὁ Ἰσμαὴλ βέης ψῆφ. bbox=[551, 1259, 674, 1274]
vouleutika-heading: ΒΟΥΛΕΥΤΙΚΑ bbox=[345, 451, 493, 477]
metaxa-ad bbox=[30, 1540, 530, 2182]
